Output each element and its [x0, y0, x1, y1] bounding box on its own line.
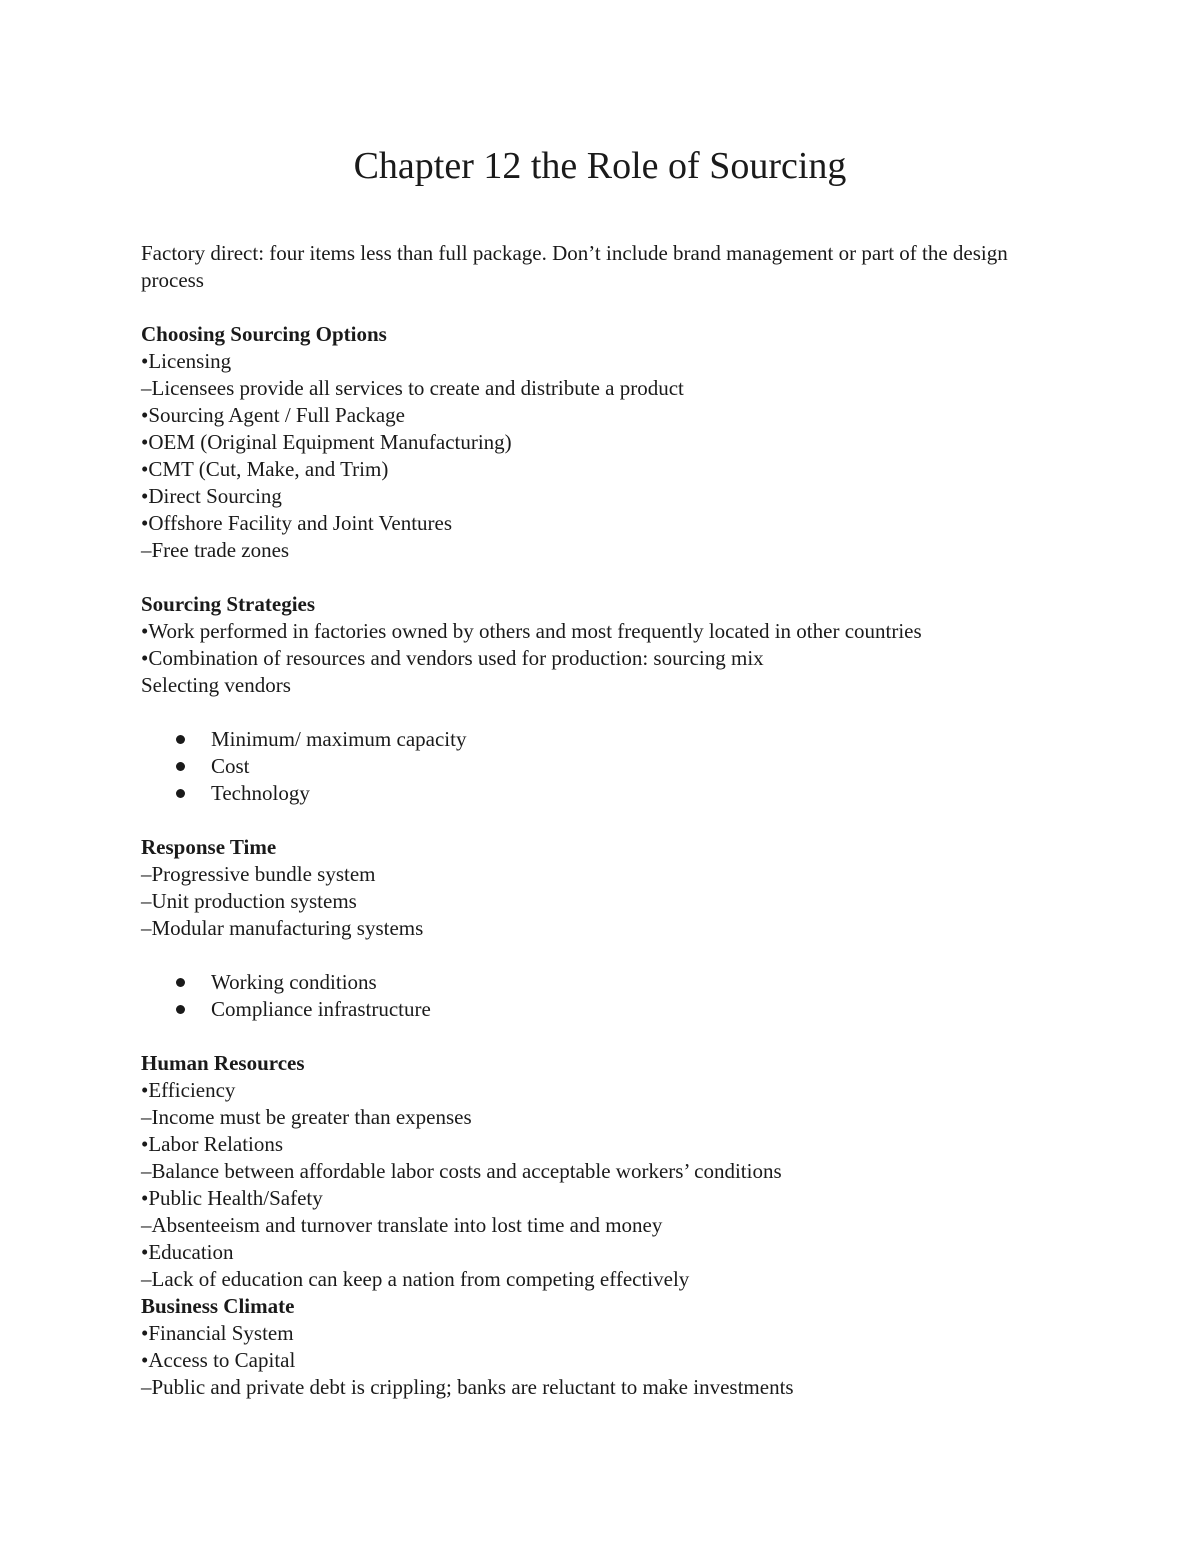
- list-line: –Licensees provide all services to create and distribute a product: [141, 376, 684, 400]
- section-heading: Response Time: [141, 835, 277, 859]
- intro-paragraph: Factory direct: four items less than full package. Don’t include brand management or part of the design process: [141, 241, 1008, 292]
- section-sourcing-strategies: [141, 591, 1061, 807]
- list-line: •Labor Relations: [141, 1132, 284, 1156]
- section-business-climate: [141, 1293, 1061, 1401]
- list-item-text: Working conditions: [211, 970, 377, 994]
- list-line: •Work performed in factories owned by others and most frequently located in other countries: [141, 619, 922, 643]
- list-line: •Combination of resources and vendors used for production: sourcing mix: [141, 646, 764, 670]
- section-response-time: [141, 834, 1061, 1023]
- list-line: •Offshore Facility and Joint Ventures: [141, 511, 453, 535]
- bullet-list: [141, 969, 1061, 1023]
- list-line: –Modular manufacturing systems: [141, 916, 424, 940]
- section-heading: Sourcing Strategies: [141, 592, 316, 616]
- list-item: [141, 996, 1061, 1023]
- bullet-icon: [176, 978, 185, 987]
- list-item: [141, 726, 1061, 753]
- list-line: –Progressive bundle system: [141, 862, 376, 886]
- list-line: –Unit production systems: [141, 889, 357, 913]
- list-line: –Balance between affordable labor costs and acceptable workers’ conditions: [141, 1159, 782, 1183]
- bullet-icon: [176, 1005, 185, 1014]
- section-heading: Human Resources: [141, 1051, 305, 1075]
- list-line: •Efficiency: [141, 1078, 236, 1102]
- list-line: •Licensing: [141, 349, 232, 373]
- document-body: [141, 240, 1061, 1401]
- section-human-resources: [141, 1050, 1061, 1293]
- list-line: –Free trade zones: [141, 538, 290, 562]
- bullet-icon: [176, 762, 185, 771]
- list-item: [141, 753, 1061, 780]
- list-item-text: Cost: [211, 754, 250, 778]
- list-line: •Access to Capital: [141, 1348, 296, 1372]
- list-line: •Public Health/Safety: [141, 1186, 323, 1210]
- section-heading: Choosing Sourcing Options: [141, 322, 387, 346]
- list-item: [141, 969, 1061, 996]
- section-choosing-sourcing-options: [141, 321, 1061, 564]
- bullet-list: [141, 726, 1061, 807]
- list-line: •CMT (Cut, Make, and Trim): [141, 457, 389, 481]
- list-line: –Income must be greater than expenses: [141, 1105, 472, 1129]
- list-line: •Financial System: [141, 1321, 294, 1345]
- list-line: Selecting vendors: [141, 673, 291, 697]
- list-item-text: Compliance infrastructure: [211, 997, 431, 1021]
- list-item-text: Minimum/ maximum capacity: [211, 727, 467, 751]
- list-item: [141, 780, 1061, 807]
- section-heading: Business Climate: [141, 1294, 295, 1318]
- list-line: •Direct Sourcing: [141, 484, 282, 508]
- list-line: •Education: [141, 1240, 234, 1264]
- list-line: •OEM (Original Equipment Manufacturing): [141, 430, 512, 454]
- list-line: –Lack of education can keep a nation from competing effectively: [141, 1267, 690, 1291]
- bullet-icon: [176, 789, 185, 798]
- bullet-icon: [176, 735, 185, 744]
- page-title: Chapter 12 the Role of Sourcing: [353, 145, 847, 187]
- list-line: –Absenteeism and turnover translate into lost time and money: [141, 1213, 663, 1237]
- list-line: •Sourcing Agent / Full Package: [141, 403, 405, 427]
- list-item-text: Technology: [211, 781, 310, 805]
- list-line: –Public and private debt is crippling; banks are reluctant to make investments: [141, 1375, 794, 1399]
